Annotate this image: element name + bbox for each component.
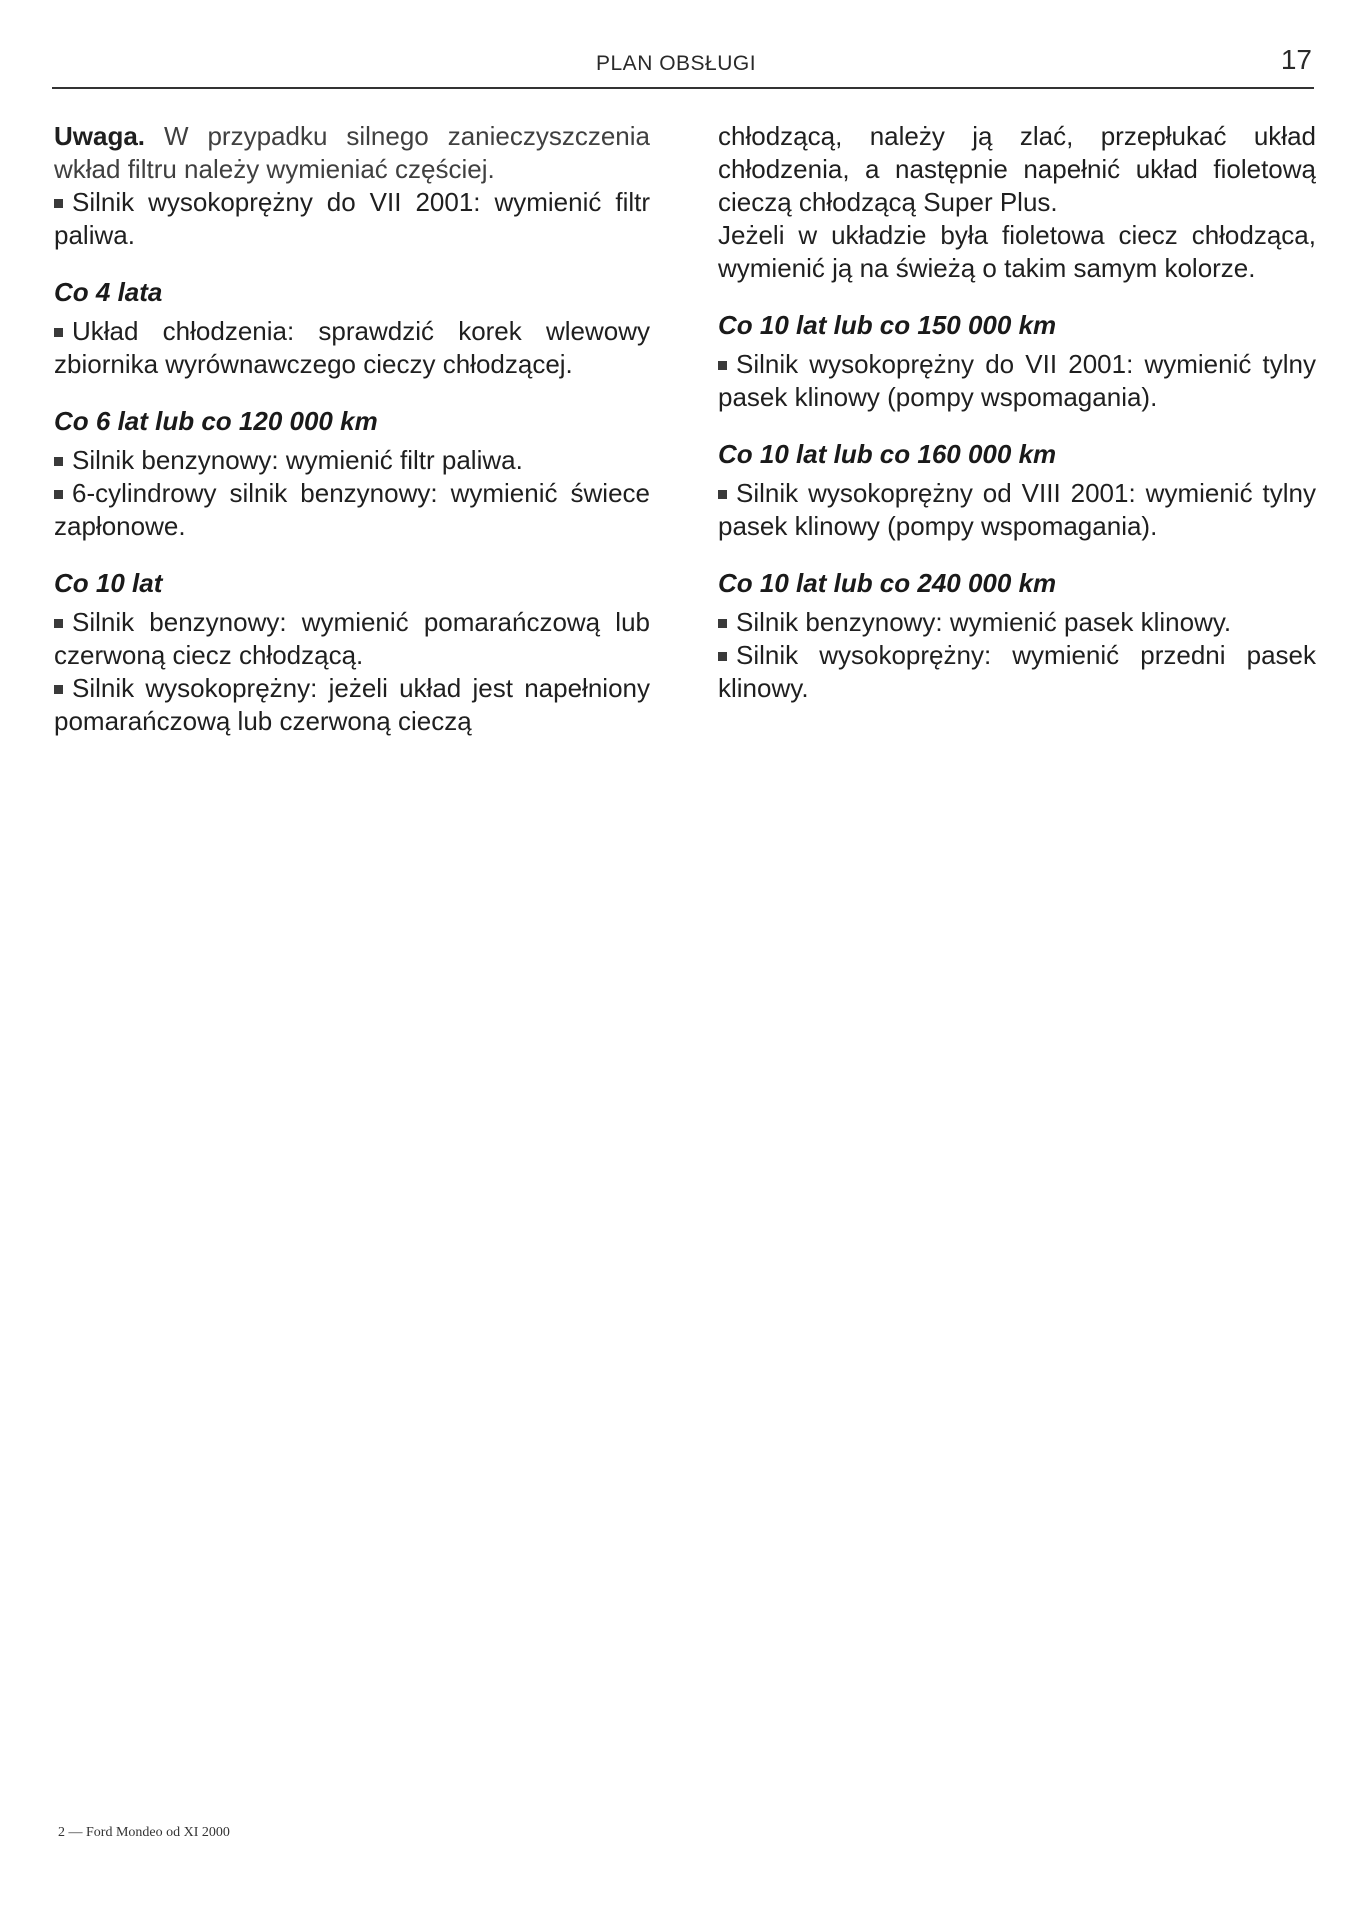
- section-heading-240000: Co 10 lat lub co 240 000 km: [718, 568, 1057, 598]
- right-column: [718, 120, 1316, 705]
- note-text: W przypadku silnego zanieczyszczenia wkład filtru należy wymieniać częściej.: [54, 121, 651, 184]
- bullet-item: Układ chłodzenia: sprawdzić korek wlewowy zbiornika wyrównawczego cieczy chłodzącej.: [54, 316, 650, 379]
- intro-bullet: Silnik wysokoprężny do VII 2001: wymienić filtr paliwa.: [54, 187, 650, 250]
- bullet-item: Silnik benzynowy: wymienić pomarańczową lub czerwoną ciecz chłodzącą.: [54, 607, 650, 670]
- bullet-item: Silnik wysokoprężny: wymienić przedni pasek klinowy.: [718, 640, 1316, 703]
- page-number: 17: [1280, 44, 1312, 75]
- section-heading-10-years: Co 10 lat: [54, 568, 163, 598]
- section-heading-4-years: Co 4 lata: [54, 277, 163, 307]
- section-heading-150000: Co 10 lat lub co 150 000 km: [718, 310, 1057, 340]
- continuation-paragraph: chłodzącą, należy ją zlać, przepłukać układ chłodzenia, a następnie napełnić układ fioletową cieczą chłodzącą Super Plus.: [718, 121, 1316, 217]
- note-paragraph: [54, 120, 650, 186]
- bullet-item: Silnik wysokoprężny od VIII 2001: wymienić tylny pasek klinowy (pompy wspomagania).: [718, 478, 1316, 541]
- section-heading-6-years: Co 6 lat lub co 120 000 km: [54, 406, 378, 436]
- section-heading-160000: Co 10 lat lub co 160 000 km: [718, 439, 1057, 469]
- page-footer: 2 — Ford Mondeo od XI 2000: [58, 1825, 230, 1840]
- note-label: Uwaga.: [54, 121, 146, 151]
- bullet-item: Silnik wysokoprężny do VII 2001: wymienić tylny pasek klinowy (pompy wspomagania).: [718, 349, 1316, 412]
- header-rule: [52, 87, 1314, 89]
- bullet-item: Silnik benzynowy: wymienić filtr paliwa.: [54, 444, 650, 477]
- bullet-item: 6-cylindrowy silnik benzynowy: wymienić świece zapłonowe.: [54, 478, 650, 541]
- page-header-title: PLAN OBSŁUGI: [596, 52, 757, 75]
- bullet-item: Silnik benzynowy: wymienić pasek klinowy.: [718, 606, 1316, 639]
- left-column: [54, 120, 650, 738]
- continuation-paragraph-2: Jeżeli w układzie była fioletowa ciecz chłodząca, wymienić ją na świeżą o takim samym kolorze.: [718, 220, 1316, 283]
- bullet-item: Silnik wysokoprężny: jeżeli układ jest napełniony pomarańczową lub czerwoną cieczą: [54, 673, 650, 736]
